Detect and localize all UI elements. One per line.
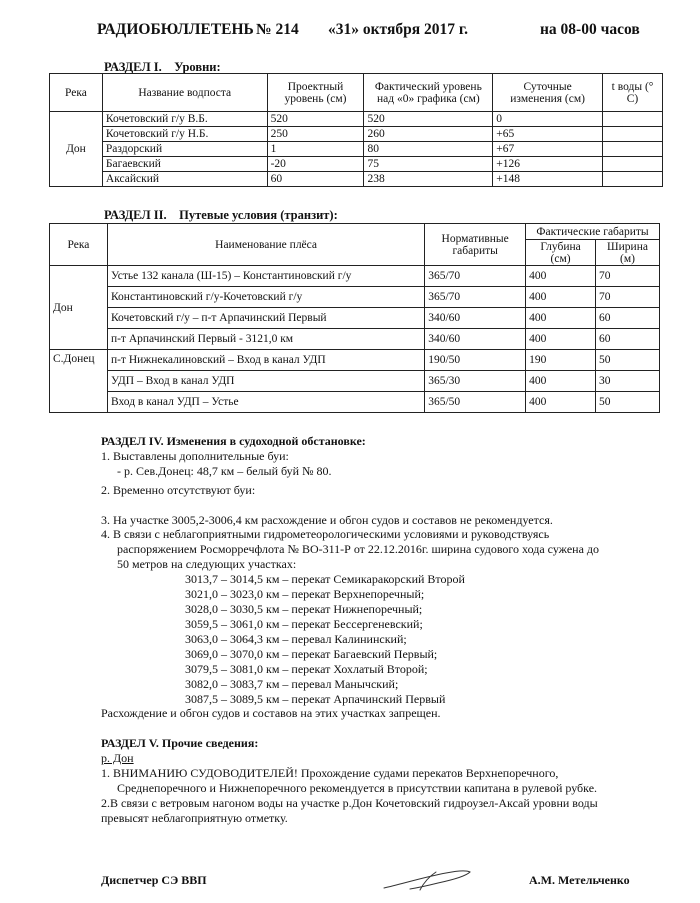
width-cell: 50 xyxy=(596,392,660,413)
width-cell: 50 xyxy=(596,350,660,371)
design-cell: 1 xyxy=(267,142,364,157)
width-cell: 70 xyxy=(596,266,660,287)
section4-item4-line2: распоряжением Росморречфлота № ВО-311-Р от 22.12.2016г. ширина судового хода сужена до xyxy=(117,542,599,556)
section4-item3: 3. На участке 3005,2-3006,4 км расхождение и обгон судов и составов не рекомендуется. xyxy=(101,513,553,527)
reach-cell: Константиновский г/у-Кочетовский г/у xyxy=(107,287,424,308)
actual-cell: 520 xyxy=(364,112,493,127)
section4-item4-line3: 50 метров на следующих участках: xyxy=(117,557,297,571)
list-item: 3013,7 – 3014,5 км – перекат Семикаракорский Второй xyxy=(185,572,465,586)
section5-item1-line1: 1. ВНИМАНИЮ СУДОВОДИТЕЛЕЙ! Прохождение судами перекатов Верхнепоречного, xyxy=(101,766,559,780)
table-row xyxy=(50,127,663,142)
table-row xyxy=(50,350,660,371)
section4-item1: 1. Выставлены дополнительные буи: xyxy=(101,449,289,463)
section2-heading xyxy=(104,208,338,223)
depth-cell: 400 xyxy=(526,329,596,350)
col-post: Название водпоста xyxy=(102,74,267,112)
table-row xyxy=(50,287,660,308)
temp-cell xyxy=(603,112,663,127)
temp-cell xyxy=(603,142,663,157)
actual-cell: 260 xyxy=(364,127,493,142)
section4-item1-sub: - р. Сев.Донец: 48,7 км – белый буй № 80. xyxy=(117,464,332,478)
temp-cell xyxy=(603,157,663,172)
levels-table xyxy=(49,73,663,187)
normative-cell: 340/60 xyxy=(425,308,526,329)
signature-icon xyxy=(380,864,476,894)
list-item: 3082,0 – 3083,7 км – перевал Манычский; xyxy=(185,677,399,691)
col-daily-change: Суточные изменения (см) xyxy=(493,74,603,112)
depth-cell: 400 xyxy=(526,371,596,392)
change-cell: +126 xyxy=(493,157,603,172)
table-row xyxy=(50,371,660,392)
reach-cell: УДП – Вход в канал УДП xyxy=(107,371,424,392)
width-cell: 60 xyxy=(596,308,660,329)
section5-item2-line1: 2.В связи с ветровым нагоном воды на участке р.Дон Кочетовский гидроузел-Аксай уровни воды xyxy=(101,796,598,810)
table-row xyxy=(50,157,663,172)
normative-cell: 365/30 xyxy=(425,371,526,392)
width-cell: 70 xyxy=(596,287,660,308)
normative-cell: 365/70 xyxy=(425,266,526,287)
route-conditions-table xyxy=(49,223,660,413)
table-row xyxy=(50,172,663,187)
normative-cell: 365/50 xyxy=(425,392,526,413)
col-actual-dimensions: Фактические габариты xyxy=(526,224,660,240)
section5-river: р. Дон xyxy=(101,751,134,765)
normative-cell: 365/70 xyxy=(425,287,526,308)
river-cell: С.Донец xyxy=(50,350,108,413)
col-water-temp: t воды (° С) xyxy=(603,74,663,112)
col-normative: Нормативные габариты xyxy=(425,224,526,266)
depth-cell: 400 xyxy=(526,287,596,308)
normative-cell: 190/50 xyxy=(425,350,526,371)
post-cell: Кочетовский г/у В.Б. xyxy=(102,112,267,127)
levels-table-header xyxy=(50,74,663,112)
section5-title: РАЗДЕЛ V. Прочие сведения: xyxy=(101,736,259,750)
table-row xyxy=(50,329,660,350)
width-cell: 30 xyxy=(596,371,660,392)
normative-cell: 340/60 xyxy=(425,329,526,350)
route-table-header xyxy=(50,224,660,240)
depth-cell: 190 xyxy=(526,350,596,371)
river-cell: Дон xyxy=(50,112,103,187)
signer-name: А.М. Метельченко xyxy=(529,873,630,887)
temp-cell xyxy=(603,127,663,142)
table-row xyxy=(50,142,663,157)
change-cell: +67 xyxy=(493,142,603,157)
section5-item1-line2: Среднепоречного и Нижнепоречного рекомендуется в присутствии капитана в рулевой рубке. xyxy=(117,781,598,795)
depth-cell: 400 xyxy=(526,308,596,329)
section2-title: РАЗДЕЛ II. xyxy=(104,208,167,222)
post-cell: Раздорский xyxy=(102,142,267,157)
actual-cell: 238 xyxy=(364,172,493,187)
reach-cell: Вход в канал УДП – Устье xyxy=(107,392,424,413)
list-item: 3063,0 – 3064,3 км – перевал Калининский; xyxy=(185,632,407,646)
col-river: Река xyxy=(50,224,108,266)
bulletin-date: «31» октября 2017 г. xyxy=(328,21,469,38)
reach-cell: п-т Арпачинский Первый - 3121,0 км xyxy=(107,329,424,350)
list-item: 3079,5 – 3081,0 км – перекат Хохлатый Второй; xyxy=(185,662,428,676)
change-cell: +148 xyxy=(493,172,603,187)
list-item: 3021,0 – 3023,0 км – перекат Верхнепоречный; xyxy=(185,587,425,601)
section4-title: РАЗДЕЛ IV. Изменения в судоходной обстановке: xyxy=(101,434,366,448)
col-reach: Наименование плёса xyxy=(107,224,424,266)
section5-item2-line2: превысят неблагоприятную отметку. xyxy=(101,811,288,825)
col-actual-level: Фактический уровень над «0» графика (см) xyxy=(364,74,493,112)
section4-item2: 2. Временно отсутствуют буи: xyxy=(101,483,256,497)
reach-cell: п-т Нижнекалиновский – Вход в канал УДП xyxy=(107,350,424,371)
col-width: Ширина (м) xyxy=(596,240,660,266)
section1-title: РАЗДЕЛ I. xyxy=(104,60,162,74)
change-cell: 0 xyxy=(493,112,603,127)
bulletin-time: на 08-00 часов xyxy=(540,21,640,38)
table-row xyxy=(50,392,660,413)
actual-cell: 80 xyxy=(364,142,493,157)
design-cell: 250 xyxy=(267,127,364,142)
reach-cell: Устье 132 канала (Ш-15) – Константиновский г/у xyxy=(107,266,424,287)
list-item: 3069,0 – 3070,0 км – перекат Багаевский Первый; xyxy=(185,647,438,661)
table-row xyxy=(50,308,660,329)
change-cell: +65 xyxy=(493,127,603,142)
section4-item4-line1: 4. В связи с неблагоприятными гидрометеорологическими условиями и руководствуясь xyxy=(101,527,550,541)
table-row xyxy=(50,112,663,127)
depth-cell: 400 xyxy=(526,266,596,287)
list-item: 3028,0 – 3030,5 км – перекат Нижнепоречный; xyxy=(185,602,423,616)
design-cell: -20 xyxy=(267,157,364,172)
table-row xyxy=(50,266,660,287)
dispatcher-label: Диспетчер СЭ ВВП xyxy=(101,873,207,887)
col-design-level: Проектный уровень (см) xyxy=(267,74,364,112)
post-cell: Аксайский xyxy=(102,172,267,187)
river-cell: Дон xyxy=(50,266,108,350)
post-cell: Багаевский xyxy=(102,157,267,172)
reach-cell: Кочетовский г/у – п-т Арпачинский Первый xyxy=(107,308,424,329)
post-cell: Кочетовский г/у Н.Б. xyxy=(102,127,267,142)
col-river: Река xyxy=(50,74,103,112)
bulletin-title: РАДИОБЮЛЛЕТЕНЬ xyxy=(97,21,254,38)
list-item: 3087,5 – 3089,5 км – перекат Арпачинский Первый xyxy=(185,692,446,706)
section4-closing: Расхождение и обгон судов и составов на этих участках запрещен. xyxy=(101,706,441,720)
list-item: 3059,5 – 3061,0 км – перекат Бессергеневский; xyxy=(185,617,423,631)
actual-cell: 75 xyxy=(364,157,493,172)
width-cell: 60 xyxy=(596,329,660,350)
section2-subtitle: Путевые условия (транзит): xyxy=(179,208,338,222)
design-cell: 60 xyxy=(267,172,364,187)
bulletin-number: № 214 xyxy=(256,21,299,38)
design-cell: 520 xyxy=(267,112,364,127)
col-depth: Глубина (см) xyxy=(526,240,596,266)
depth-cell: 400 xyxy=(526,392,596,413)
section1-subtitle: Уровни: xyxy=(174,60,221,74)
temp-cell xyxy=(603,172,663,187)
